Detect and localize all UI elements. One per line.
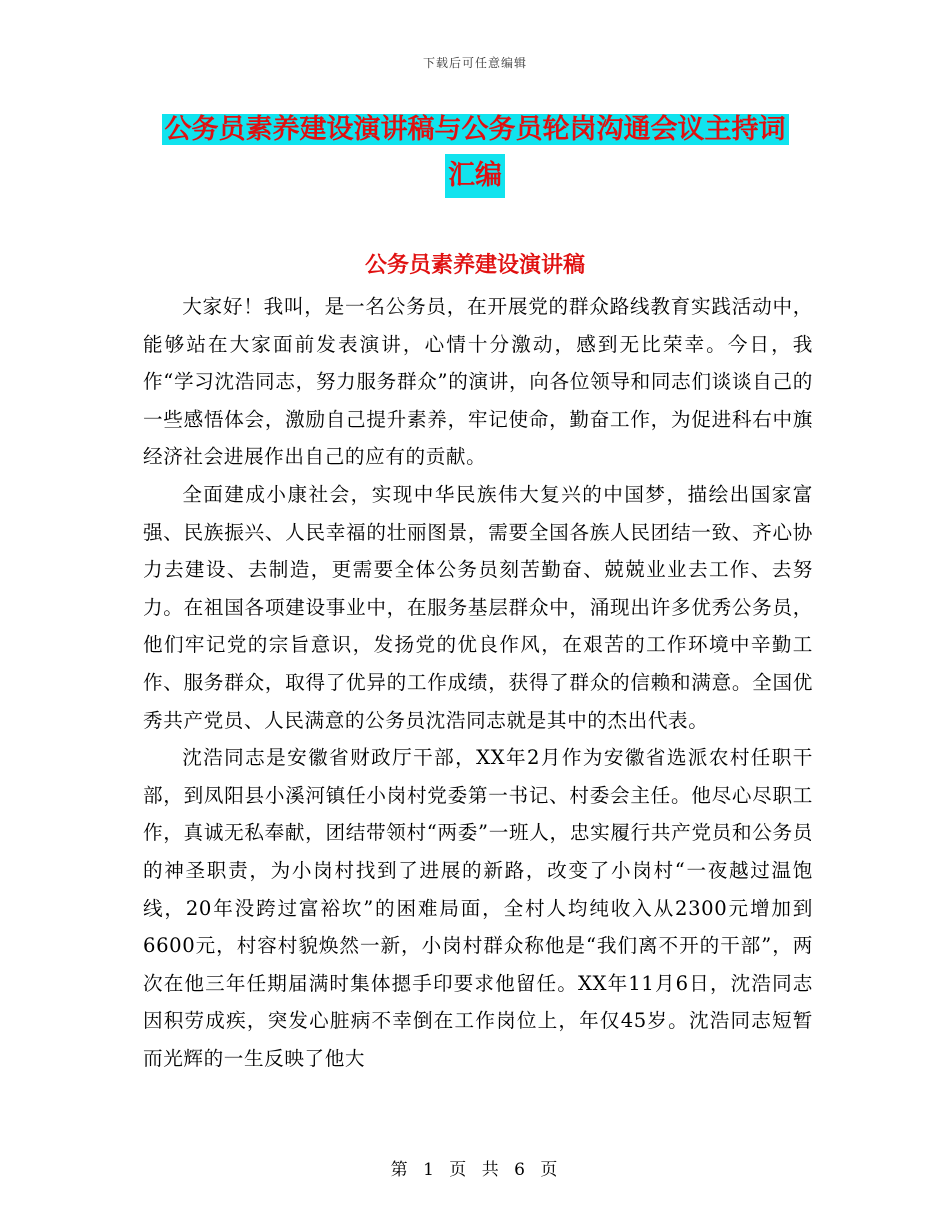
document-title (0, 108, 950, 198)
footer-total-word: 共 (481, 1160, 501, 1180)
paragraph: 全面建成小康社会，实现中华民族伟大复兴的中国梦，描绘出国家富强、民族振兴、人民幸福的壮丽图景，需要全国各族人民团结一致、齐心协力去建设、去制造，更需要全体公务员刻苦勤奋、兢兢业业去工作、去努力。在祖国各项建设事业中，在服务基层群众中，涌现出许多优秀公务员，他们牢记党的宗旨意识，发扬党的优良作风，在艰苦的工作环境中辛勤工作、服务群众，取得了优异的工作成绩，获得了群众的信赖和满意。全国优秀共产党员、人民满意的公务员沈浩同志就是其中的杰出代表。 (143, 482, 813, 732)
footer-prefix: 第 (390, 1160, 410, 1180)
footer-suffix: 页 (540, 1160, 560, 1180)
paragraph: 大家好！我叫，是一名公务员，在开展党的群众路线教育实践活动中，能够站在大家面前发表演讲，心情十分激动，感到无比荣幸。今日，我作“学习沈浩同志，努力服务群众”的演讲，向各位领导和同志们谈谈自己的一些感悟体会，激励自己提升素养，牢记使命，勤奋工作，为促进科右中旗经济社会进展作出自己的应有的贡献。 (143, 295, 813, 469)
body-text (143, 288, 813, 1077)
section-heading: 公务员素养建设演讲稿 (364, 253, 585, 278)
document-title-line-1: 公务员素养建设演讲稿与公务员轮岗沟通会议主持词 (162, 114, 789, 145)
page-footer (0, 1155, 950, 1180)
footer-page-word: 页 (449, 1160, 469, 1180)
paragraph: 沈浩同志是安徽省财政厅干部，XX年2月作为安徽省选派农村任职干部，到凤阳县小溪河镇任小岗村党委第一书记、村委会主任。他尽心尽职工作，真诚无私奉献，团结带领村“两委”一班人，忠实履行共产党员和公务员的神圣职责，为小岗村找到了进展的新路，改变了小岗村“一夜越过温饱线，20年没跨过富裕坎”的困难局面，全村人均纯收入从2300元增加到6600元，村容村貌焕然一新，小岗村群众称他是“我们离不开的干部”，两次在他三年任期届满时集体摁手印要求他留任。XX年11月6日，沈浩同志因积劳成疾，突发心脏病不幸倒在工作岗位上，年仅45岁。沈浩同志短暂而光辉的一生反映了他大 (143, 746, 813, 1070)
document-title-line-2: 汇编 (445, 154, 505, 198)
current-page-number: 1 (423, 1160, 436, 1180)
page-header-note: 下载后可任意编辑 (422, 56, 527, 70)
total-page-number: 6 (514, 1160, 527, 1180)
